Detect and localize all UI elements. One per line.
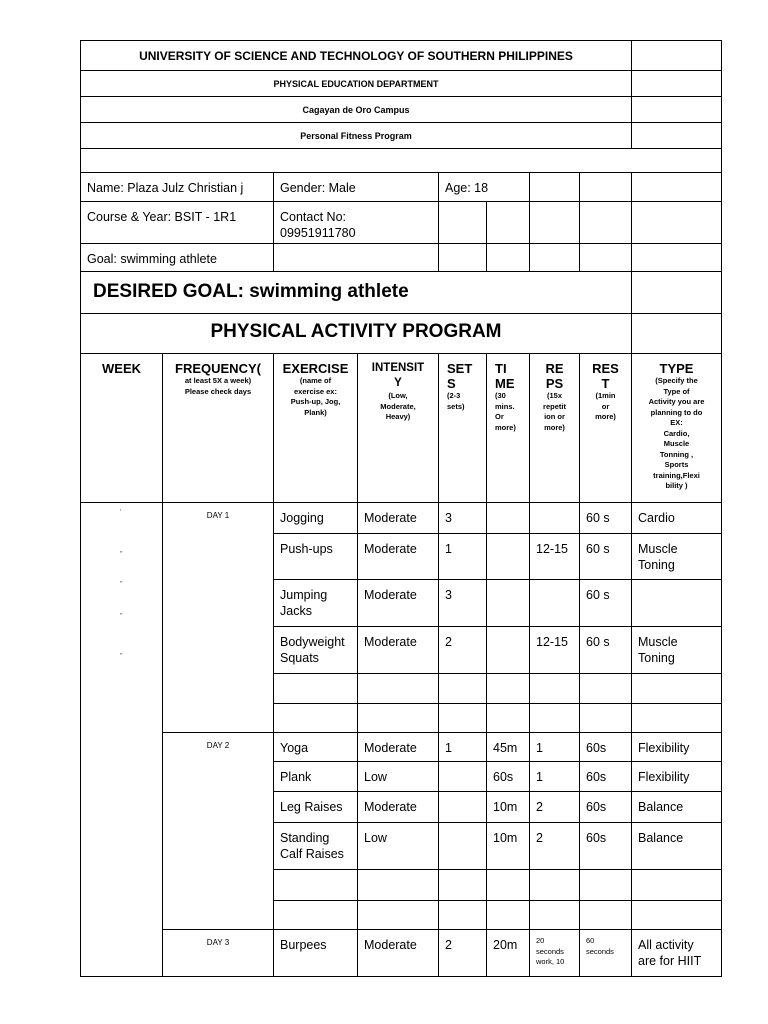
sets-cell xyxy=(438,761,487,792)
col-reps xyxy=(529,353,580,503)
time-cell: 20m xyxy=(486,929,530,977)
col-frequency-hint: at least 5X a week) Please check days xyxy=(184,376,252,396)
col-time xyxy=(486,353,530,503)
reps-cell xyxy=(529,703,580,733)
rest-cell: 60 s xyxy=(579,579,632,627)
info-empty-cell xyxy=(529,172,580,202)
info-empty-cell xyxy=(438,243,487,272)
intensity-cell xyxy=(357,703,439,733)
type-cell: Flexibility xyxy=(631,732,722,762)
campus-title: Cagayan de Oro Campus xyxy=(80,96,632,123)
type-cell xyxy=(631,673,722,704)
type-cell: Balance xyxy=(631,822,722,870)
info-empty-cell xyxy=(529,201,580,244)
col-rest-label: RES T xyxy=(592,361,619,391)
intensity-cell xyxy=(357,900,439,930)
sets-cell: 3 xyxy=(438,502,487,534)
col-type-label: TYPE xyxy=(659,361,694,376)
exercise-cell: Yoga xyxy=(273,732,358,762)
col-exercise-label: EXERCISE xyxy=(282,361,349,376)
rest-cell xyxy=(579,900,632,930)
info-empty-cell xyxy=(631,172,722,202)
type-cell: Flexibility xyxy=(631,761,722,792)
exercise-cell: Burpees xyxy=(273,929,358,977)
sets-cell: 1 xyxy=(438,533,487,580)
week-mark: " xyxy=(120,551,123,558)
goal-side-cell xyxy=(631,271,722,314)
rest-cell xyxy=(579,869,632,901)
col-intensity-hint: (Low, Moderate, Heavy) xyxy=(380,391,416,421)
info-empty-cell xyxy=(579,172,632,202)
col-week xyxy=(80,353,163,503)
sets-cell xyxy=(438,869,487,901)
time-cell xyxy=(486,703,530,733)
info-empty-cell xyxy=(529,243,580,272)
reps-cell: 1 xyxy=(529,761,580,792)
time-cell xyxy=(486,533,530,580)
col-week-label: WEEK xyxy=(102,361,141,376)
rest-cell: 60s xyxy=(579,822,632,870)
program-title: Personal Fitness Program xyxy=(80,122,632,149)
student-contact: Contact No: 09951911780 xyxy=(273,201,439,244)
col-sets-label: SET S xyxy=(447,361,473,391)
intensity-cell xyxy=(357,673,439,704)
exercise-cell: Leg Raises xyxy=(273,791,358,823)
info-empty-cell xyxy=(486,201,530,244)
exercise-cell xyxy=(273,900,358,930)
sets-cell: 2 xyxy=(438,626,487,674)
intensity-cell: Moderate xyxy=(357,732,439,762)
info-empty-cell xyxy=(631,243,722,272)
reps-cell xyxy=(529,900,580,930)
info-empty-cell xyxy=(579,243,632,272)
exercise-cell: Jumping Jacks xyxy=(273,579,358,627)
type-cell xyxy=(631,579,722,627)
header-side-cell xyxy=(631,96,722,123)
col-type-hint: (Specify the Type of Activity you are planning to do EX: Cardio, Muscle Tonning , Sports training,Flexi bility ) xyxy=(648,376,705,490)
week-cell xyxy=(80,502,163,977)
col-frequency xyxy=(162,353,274,503)
time-cell: 45m xyxy=(486,732,530,762)
exercise-cell xyxy=(273,869,358,901)
intensity-cell: Moderate xyxy=(357,791,439,823)
info-empty-cell xyxy=(579,201,632,244)
reps-cell xyxy=(529,869,580,901)
program-heading: PHYSICAL ACTIVITY PROGRAM xyxy=(80,313,632,354)
col-rest-hint: (1min or more) xyxy=(595,391,616,421)
week-mark: " xyxy=(120,653,123,660)
col-sets-hint: (2-3 sets) xyxy=(447,391,465,411)
header-side-cell xyxy=(631,122,722,149)
fitness-program-form xyxy=(80,40,722,976)
reps-cell: 12-15 xyxy=(529,533,580,580)
exercise-cell: Plank xyxy=(273,761,358,792)
type-cell: Muscle Toning xyxy=(631,533,722,580)
sets-cell xyxy=(438,791,487,823)
col-intensity-label: INTENSIT Y xyxy=(371,362,425,389)
rest-cell xyxy=(579,703,632,733)
sets-cell: 3 xyxy=(438,579,487,627)
col-sets xyxy=(438,353,487,503)
rest-cell: 60s xyxy=(579,732,632,762)
intensity-cell: Low xyxy=(357,822,439,870)
exercise-cell: Standing Calf Raises xyxy=(273,822,358,870)
col-rest xyxy=(579,353,632,503)
week-mark: " xyxy=(120,613,123,620)
day-1-cell: DAY 1 xyxy=(162,502,274,733)
header-side-cell xyxy=(631,40,722,71)
intensity-cell: Moderate xyxy=(357,502,439,534)
sets-cell: 1 xyxy=(438,732,487,762)
program-side-cell xyxy=(631,313,722,354)
rest-cell: 60 seconds xyxy=(579,929,632,977)
reps-cell: 20 seconds work, 10 xyxy=(529,929,580,977)
week-mark: ' xyxy=(120,509,122,516)
header-side-cell xyxy=(631,70,722,97)
intensity-cell: Moderate xyxy=(357,533,439,580)
col-exercise-hint: (name of exercise ex: Push-up, Jog, Plank) xyxy=(290,376,341,417)
exercise-cell xyxy=(273,673,358,704)
rest-cell: 60 s xyxy=(579,626,632,674)
time-cell: 10m xyxy=(486,822,530,870)
time-cell: 10m xyxy=(486,791,530,823)
col-time-hint: (30 mins. Or more) xyxy=(495,391,516,432)
reps-cell: 1 xyxy=(529,732,580,762)
exercise-cell xyxy=(273,703,358,733)
time-cell xyxy=(486,900,530,930)
col-reps-hint: (15x repetit ion or more) xyxy=(543,391,566,432)
reps-cell: 2 xyxy=(529,791,580,823)
day-2-cell: DAY 2 xyxy=(162,732,274,930)
student-name: Name: Plaza Julz Christian j xyxy=(80,172,274,202)
sets-cell xyxy=(438,703,487,733)
col-intensity xyxy=(357,353,439,503)
col-time-label: TI ME xyxy=(495,361,515,391)
type-cell: Balance xyxy=(631,791,722,823)
reps-cell: 12-15 xyxy=(529,626,580,674)
reps-cell xyxy=(529,502,580,534)
col-exercise xyxy=(273,353,358,503)
blank-row xyxy=(80,148,722,173)
info-empty-cell xyxy=(631,201,722,244)
reps-cell: 2 xyxy=(529,822,580,870)
col-reps-label: RE PS xyxy=(545,361,564,391)
col-frequency-label: FREQUENCY( xyxy=(175,361,261,376)
time-cell: 60s xyxy=(486,761,530,792)
time-cell xyxy=(486,673,530,704)
exercise-cell: Jogging xyxy=(273,502,358,534)
sets-cell xyxy=(438,900,487,930)
sets-cell xyxy=(438,822,487,870)
reps-cell xyxy=(529,579,580,627)
desired-goal: DESIRED GOAL: swimming athlete xyxy=(80,271,632,314)
type-cell xyxy=(631,703,722,733)
student-gender: Gender: Male xyxy=(273,172,439,202)
exercise-cell: Push-ups xyxy=(273,533,358,580)
week-mark: " xyxy=(120,581,123,588)
student-age: Age: 18 xyxy=(438,172,530,202)
time-cell xyxy=(486,869,530,901)
student-course: Course & Year: BSIT - 1R1 xyxy=(80,201,274,244)
time-cell xyxy=(486,579,530,627)
rest-cell: 60s xyxy=(579,791,632,823)
col-type xyxy=(631,353,722,503)
rest-cell: 60s xyxy=(579,761,632,792)
student-goal: Goal: swimming athlete xyxy=(80,243,274,272)
intensity-cell: Moderate xyxy=(357,579,439,627)
time-cell xyxy=(486,626,530,674)
info-empty-cell xyxy=(273,243,439,272)
time-cell xyxy=(486,502,530,534)
day-3-cell: DAY 3 xyxy=(162,929,274,977)
type-cell: All activity are for HIIT xyxy=(631,929,722,977)
exercise-cell: Bodyweight Squats xyxy=(273,626,358,674)
intensity-cell xyxy=(357,869,439,901)
intensity-cell: Moderate xyxy=(357,929,439,977)
type-cell xyxy=(631,869,722,901)
rest-cell: 60 s xyxy=(579,502,632,534)
rest-cell: 60 s xyxy=(579,533,632,580)
intensity-cell: Moderate xyxy=(357,626,439,674)
info-empty-cell xyxy=(438,201,487,244)
sets-cell xyxy=(438,673,487,704)
info-empty-cell xyxy=(486,243,530,272)
department-title: PHYSICAL EDUCATION DEPARTMENT xyxy=(80,70,632,97)
intensity-cell: Low xyxy=(357,761,439,792)
reps-cell xyxy=(529,673,580,704)
rest-cell xyxy=(579,673,632,704)
type-cell: Cardio xyxy=(631,502,722,534)
sets-cell: 2 xyxy=(438,929,487,977)
university-title: UNIVERSITY OF SCIENCE AND TECHNOLOGY OF SOUTHERN PHILIPPINES xyxy=(80,40,632,71)
type-cell: Muscle Toning xyxy=(631,626,722,674)
type-cell xyxy=(631,900,722,930)
